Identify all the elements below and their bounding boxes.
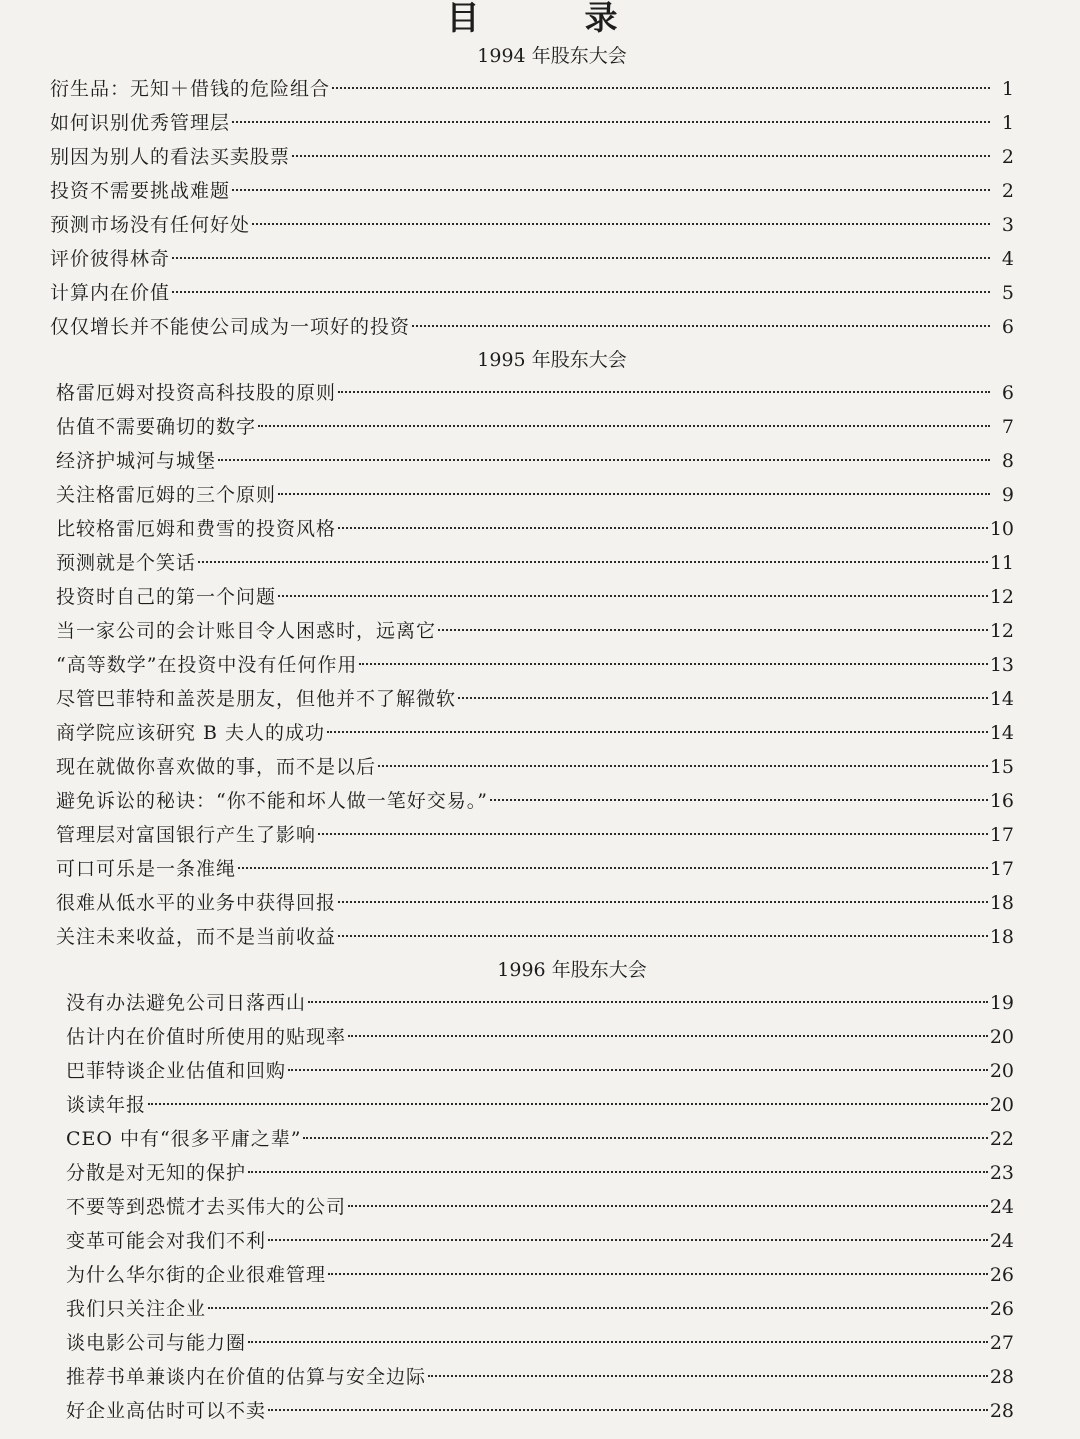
entry-page-number: 20: [989, 1026, 1014, 1048]
toc-entry: [50, 512, 1014, 546]
dot-leader: [303, 1137, 987, 1139]
entry-page-number: 6: [1001, 382, 1014, 404]
entry-page-number: 22: [989, 1128, 1014, 1150]
dot-leader: [458, 697, 988, 699]
toc-entry: [50, 174, 1014, 208]
entry-page-number: 2: [1001, 146, 1014, 168]
entry-page-number: 24: [989, 1196, 1014, 1218]
toc-entry: [50, 920, 1014, 954]
entry-page-number: 17: [989, 824, 1014, 846]
entry-page-number: 20: [989, 1060, 1014, 1082]
entry-title: 别因为别人的看法买卖股票: [50, 146, 291, 168]
toc-entry: [50, 444, 1014, 478]
dot-leader: [338, 901, 988, 903]
entry-title: 尽管巴菲特和盖茨是朋友，但他并不了解微软: [56, 688, 457, 710]
dot-leader: [338, 527, 988, 529]
entry-page-number: 14: [989, 688, 1014, 710]
entry-page-number: 27: [989, 1332, 1014, 1354]
toc-section: [50, 344, 1014, 954]
dot-leader: [148, 1103, 988, 1105]
toc-entry: [50, 72, 1014, 106]
toc-entry: [50, 1292, 1014, 1326]
entry-page-number: 18: [989, 926, 1014, 948]
dot-leader: [278, 493, 990, 495]
toc-entry: [50, 1054, 1014, 1088]
entry-page-number: 28: [989, 1366, 1014, 1388]
dot-leader: [328, 1273, 988, 1275]
entry-page-number: 26: [989, 1264, 1014, 1286]
toc-entry: [50, 478, 1014, 512]
entry-title: 估值不需要确切的数字: [56, 416, 257, 438]
entry-title: 估计内在价值时所使用的贴现率: [66, 1026, 347, 1048]
entry-page-number: 14: [989, 722, 1014, 744]
dot-leader: [348, 1035, 988, 1037]
dot-leader: [490, 799, 988, 801]
dot-leader: [252, 223, 990, 225]
toc-entry: [50, 818, 1014, 852]
entry-page-number: 23: [989, 1162, 1014, 1184]
entry-page-number: 3: [1001, 214, 1014, 236]
entry-page-number: 7: [1001, 416, 1014, 438]
dot-leader: [172, 257, 990, 259]
toc-entry: [50, 242, 1014, 276]
dot-leader: [258, 425, 990, 427]
entry-title: 关注未来收益，而不是当前收益: [56, 926, 337, 948]
toc-entry: [50, 208, 1014, 242]
entry-title: “高等数学”在投资中没有任何作用: [56, 654, 358, 676]
entry-page-number: 11: [989, 552, 1014, 574]
toc-entry: [50, 716, 1014, 750]
dot-leader: [268, 1409, 988, 1411]
dot-leader: [238, 867, 988, 869]
entry-title: 当一家公司的会计账目令人困惑时，远离它: [56, 620, 437, 642]
entry-title: 关注格雷厄姆的三个原则: [56, 484, 277, 506]
toc-entry: [50, 1122, 1014, 1156]
toc-entry: [50, 410, 1014, 444]
entry-title: 比较格雷厄姆和费雪的投资风格: [56, 518, 337, 540]
entry-page-number: 6: [1001, 316, 1014, 338]
dot-leader: [248, 1171, 988, 1173]
dot-leader: [248, 1341, 988, 1343]
toc-entry: [50, 1326, 1014, 1360]
dot-leader: [278, 595, 988, 597]
dot-leader: [292, 155, 990, 157]
dot-leader: [208, 1307, 988, 1309]
toc-entry: [50, 614, 1014, 648]
table-of-contents: [50, 40, 1014, 1428]
dot-leader: [412, 325, 990, 327]
toc-entry: [50, 276, 1014, 310]
entry-title: 很难从低水平的业务中获得回报: [56, 892, 337, 914]
toc-entry: [50, 310, 1014, 344]
section-heading: 1996 年股东大会: [497, 959, 647, 981]
toc-entry: [50, 546, 1014, 580]
dot-leader: [378, 765, 988, 767]
toc-section: [50, 954, 1014, 1428]
dot-leader: [428, 1375, 988, 1377]
section-heading: 1994 年股东大会: [477, 45, 627, 67]
toc-entry: [50, 1258, 1014, 1292]
toc-entry: [50, 1156, 1014, 1190]
entry-title: 衍生品：无知＋借钱的危险组合: [50, 78, 331, 100]
entry-title: 管理层对富国银行产生了影响: [56, 824, 317, 846]
entry-page-number: 9: [1001, 484, 1014, 506]
dot-leader: [359, 663, 987, 665]
entry-page-number: 4: [1001, 248, 1014, 270]
entry-title: 仅仅增长并不能使公司成为一项好的投资: [50, 316, 411, 338]
entry-page-number: 15: [989, 756, 1014, 778]
dot-leader: [338, 391, 990, 393]
entry-page-number: 16: [989, 790, 1014, 812]
entry-page-number: 2: [1001, 180, 1014, 202]
entry-page-number: 20: [989, 1094, 1014, 1116]
entry-page-number: 10: [989, 518, 1014, 540]
toc-entry: [50, 580, 1014, 614]
entry-page-number: 17: [989, 858, 1014, 880]
toc-entry: [50, 376, 1014, 410]
entry-page-number: 1: [1001, 78, 1014, 100]
entry-title: 投资不需要挑战难题: [50, 180, 231, 202]
entry-title: 计算内在价值: [50, 282, 171, 304]
dot-leader: [348, 1205, 988, 1207]
entry-title: 谈电影公司与能力圈: [66, 1332, 247, 1354]
dot-leader: [218, 459, 990, 461]
entry-title: 推荐书单兼谈内在价值的估算与安全边际: [66, 1366, 427, 1388]
entry-page-number: 28: [989, 1400, 1014, 1422]
entry-title: 如何识别优秀管理层: [50, 112, 231, 134]
entry-title: 不要等到恐慌才去买伟大的公司: [66, 1196, 347, 1218]
entry-page-number: 12: [989, 620, 1014, 642]
entry-title: 巴菲特谈企业估值和回购: [66, 1060, 287, 1082]
toc-section: [50, 40, 1014, 344]
entry-title: 好企业高估时可以不卖: [66, 1400, 267, 1422]
entry-page-number: 1: [1001, 112, 1014, 134]
entry-title: 为什么华尔街的企业很难管理: [66, 1264, 327, 1286]
dot-leader: [288, 1069, 988, 1071]
entry-title: CEO 中有“很多平庸之辈”: [66, 1128, 302, 1150]
dot-leader: [198, 561, 988, 563]
entry-title: 预测市场没有任何好处: [50, 214, 251, 236]
entry-page-number: 12: [989, 586, 1014, 608]
entry-title: 变革可能会对我们不利: [66, 1230, 267, 1252]
toc-entry: [50, 1360, 1014, 1394]
entry-title: 没有办法避免公司日落西山: [66, 992, 307, 1014]
entry-page-number: 5: [1001, 282, 1014, 304]
dot-leader: [232, 189, 990, 191]
entry-title: 我们只关注企业: [66, 1298, 207, 1320]
entry-title: 评价彼得林奇: [50, 248, 171, 270]
dot-leader: [232, 121, 990, 123]
dot-leader: [308, 1001, 988, 1003]
toc-entry: [50, 1224, 1014, 1258]
entry-title: 谈读年报: [66, 1094, 147, 1116]
dot-leader: [338, 935, 988, 937]
section-heading: 1995 年股东大会: [477, 349, 627, 371]
toc-entry: [50, 986, 1014, 1020]
toc-entry: [50, 1190, 1014, 1224]
entry-title: 格雷厄姆对投资高科技股的原则: [56, 382, 337, 404]
dot-leader: [332, 87, 990, 89]
toc-entry: [50, 140, 1014, 174]
entry-title: 可口可乐是一条准绳: [56, 858, 237, 880]
dot-leader: [268, 1239, 988, 1241]
dot-leader: [327, 731, 988, 733]
entry-title: 预测就是个笑话: [56, 552, 197, 574]
entry-title: 分散是对无知的保护: [66, 1162, 247, 1184]
entry-title: 现在就做你喜欢做的事，而不是以后: [56, 756, 377, 778]
entry-page-number: 8: [1001, 450, 1014, 472]
toc-entry: [50, 648, 1014, 682]
entry-title: 商学院应该研究 B 夫人的成功: [56, 722, 326, 744]
toc-entry: [50, 784, 1014, 818]
toc-entry: [50, 106, 1014, 140]
entry-page-number: 13: [989, 654, 1014, 676]
entry-title: 经济护城河与城堡: [56, 450, 217, 472]
toc-entry: [50, 1088, 1014, 1122]
entry-title: 避免诉讼的秘诀：“你不能和坏人做一笔好交易。”: [56, 790, 488, 812]
entry-page-number: 19: [989, 992, 1014, 1014]
toc-entry: [50, 1394, 1014, 1428]
entry-title: 投资时自己的第一个问题: [56, 586, 277, 608]
page-title: 目 录: [446, 0, 654, 37]
dot-leader: [438, 629, 988, 631]
entry-page-number: 26: [989, 1298, 1014, 1320]
toc-entry: [50, 682, 1014, 716]
dot-leader: [172, 291, 990, 293]
entry-page-number: 18: [989, 892, 1014, 914]
entry-page-number: 24: [989, 1230, 1014, 1252]
toc-entry: [50, 852, 1014, 886]
toc-entry: [50, 1020, 1014, 1054]
toc-entry: [50, 886, 1014, 920]
dot-leader: [318, 833, 988, 835]
toc-entry: [50, 750, 1014, 784]
